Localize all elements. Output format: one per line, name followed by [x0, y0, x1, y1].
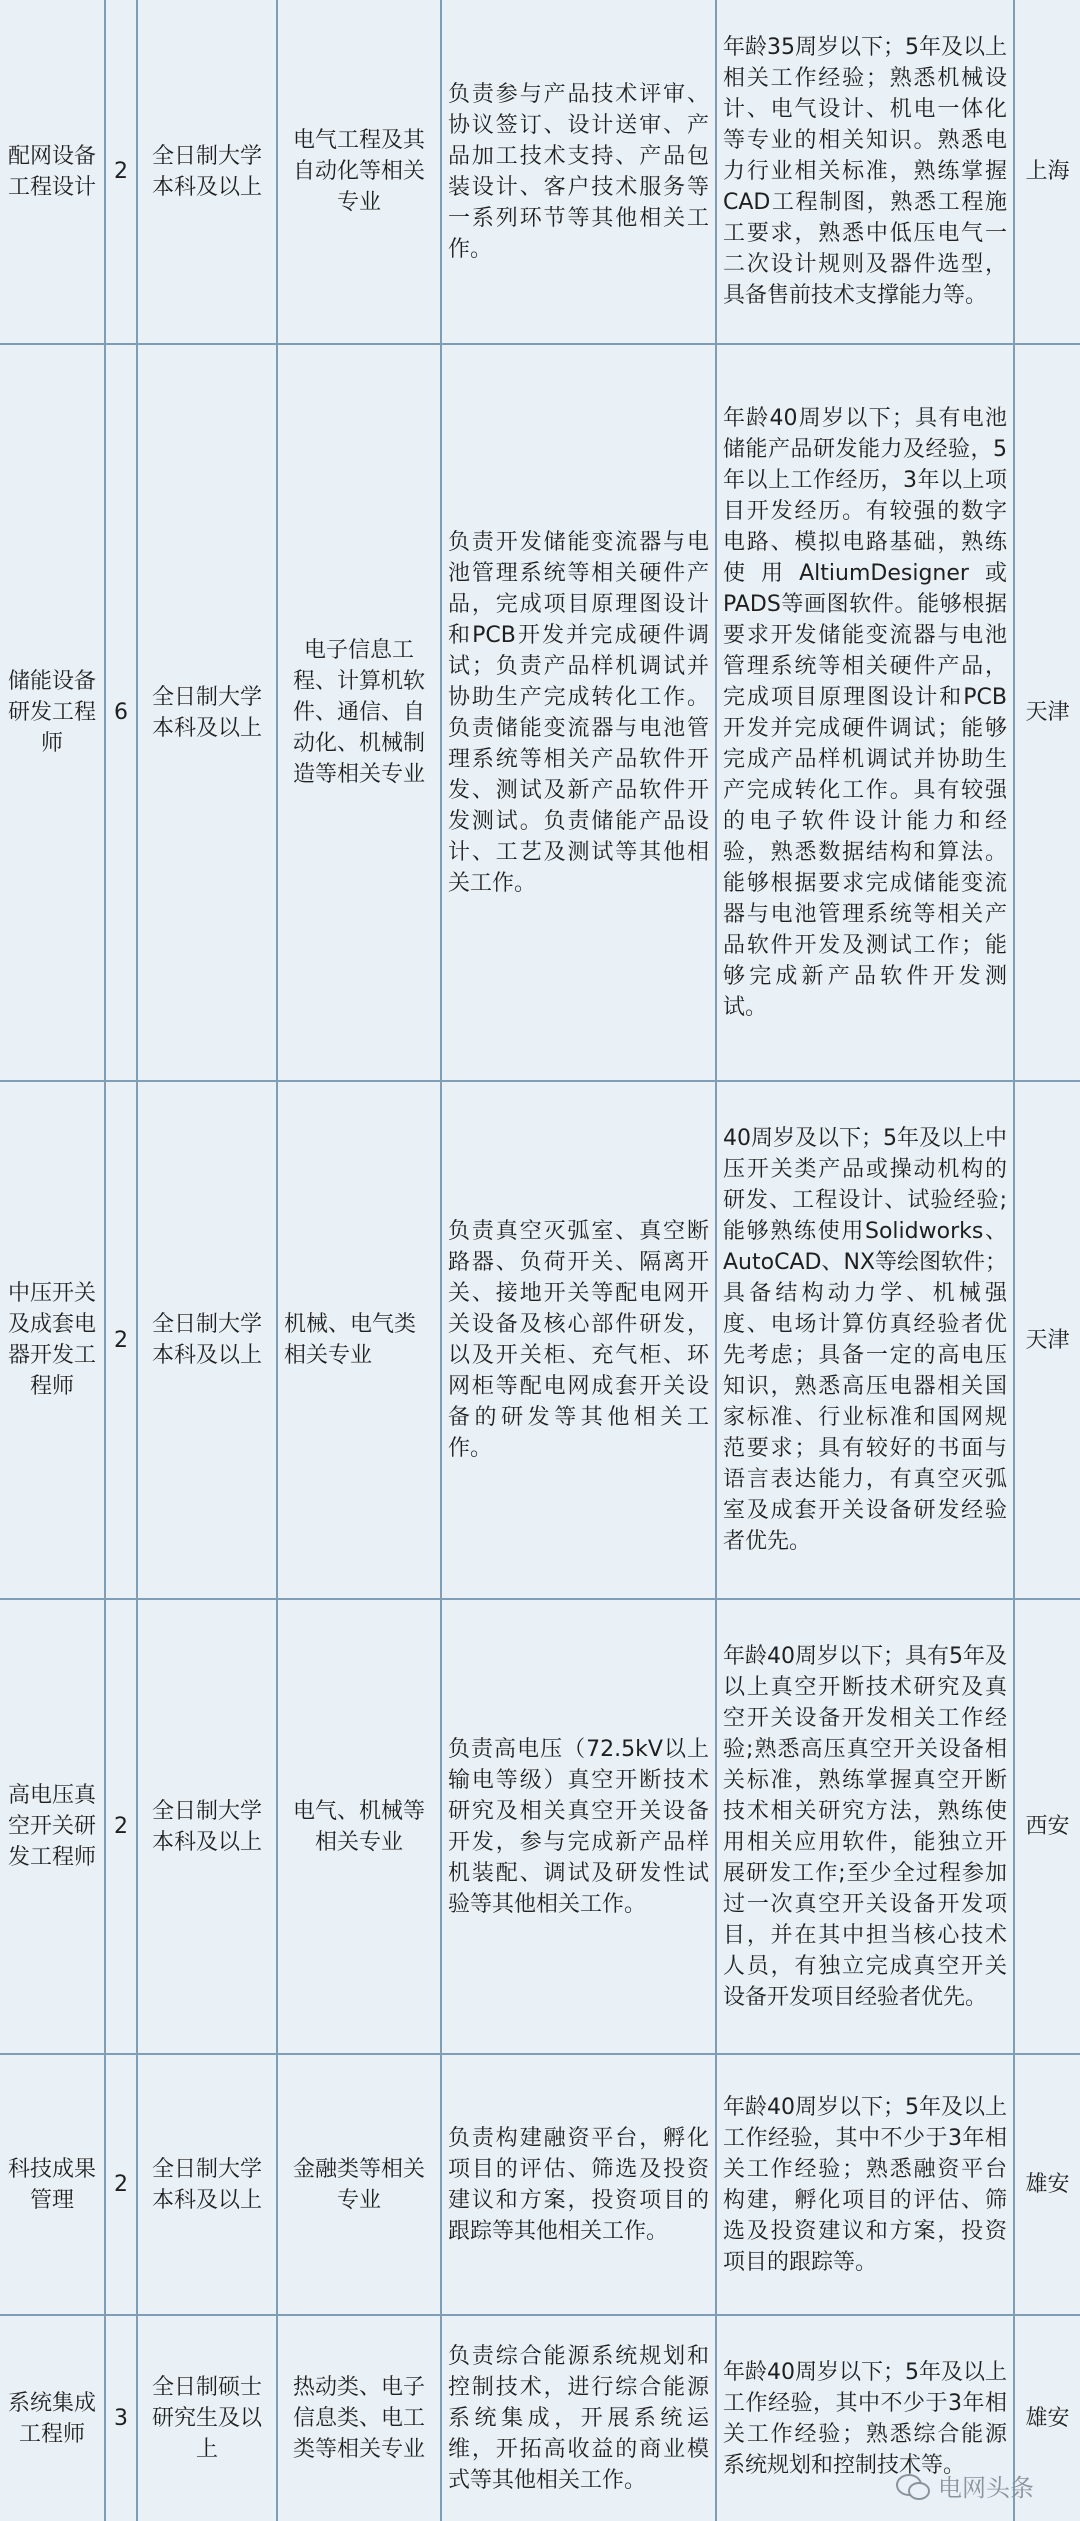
duty-cell: 负责开发储能变流器与电池管理系统等相关硬件产品，完成项目原理图设计和PCB开发并完成硬件调试；负责产品样机调试并协助生产完成转化工作。负责储能变流器与电池管理系统等相关产品软件开发、测试及新产品软件开发测试。负责储能产品设计、工艺及测试等其他相关工作。 — [440, 345, 715, 1080]
location-cell: 雄安 — [1013, 2055, 1080, 2314]
duty-cell: 负责真空灭弧室、真空断路器、负荷开关、隔离开关、接地开关等配电网开关设备及核心部件研发，以及开关柜、充气柜、环网柜等配电网成套开关设备的研发等其他相关工作。 — [440, 1082, 715, 1598]
duty-cell: 负责综合能源系统规划和控制技术，进行综合能源系统集成，开展系统运维，开拓高收益的商业模式等其他相关工作。 — [440, 2316, 715, 2521]
requirement-cell: 年龄35周岁以下；5年及以上相关工作经验；熟悉机械设计、电气设计、机电一体化等专业的相关知识。熟悉电力行业相关标准，熟练掌握CAD工程制图，熟悉工程施工要求，熟悉中低压电气一二次设计规则及器件选型，具备售前技术支撑能力等。 — [715, 0, 1013, 343]
requirement-cell: 年龄40周岁以下；具有5年及以上真空开断技术研究及真空开关设备开发相关工作经验;熟悉高压真空开关设备相关标准，熟练掌握真空开断技术相关研究方法，熟练使用相关应用软件，能独立开展研发工作;至少全过程参加过一次真空开关设备开发项目，并在其中担当核心技术人员，有独立完成真空开关设备开发项目经验者优先。 — [715, 1600, 1013, 2053]
location-cell: 天津 — [1013, 1082, 1080, 1598]
position-cell: 配网设备工程设计 — [7, 143, 96, 200]
location-cell: 上海 — [1013, 0, 1080, 343]
table-row — [0, 2055, 1080, 2316]
watermark-text: 电网头条 — [938, 2474, 1034, 2502]
requirement-cell: 年龄40周岁以下；5年及以上工作经验，其中不少于3年相关工作经验；熟悉综合能源系统规划和控制技术等。 — [715, 2316, 1013, 2521]
location-cell: 雄安 — [1013, 2316, 1080, 2521]
wechat-icon — [896, 2472, 930, 2500]
requirement-cell: 40周岁及以下；5年及以上中压开关类产品或操动机构的研发、工程设计、试验经验;能够熟练使用Solidworks、AutoCAD、NX等绘图软件；具备结构动力学、机械强度、电场计算仿真经验者优先考虑；具备一定的高电压知识，熟悉高压电器相关国家标准、行业标准和国网规范要求；具有较好的书面与语言表达能力，有真空灭弧室及成套开关设备研发经验者优先。 — [715, 1082, 1013, 1598]
position-cell: 系统集成工程师 — [7, 2390, 96, 2447]
requirement-cell: 年龄40周岁以下；具有电池储能产品研发能力及经验，5年以上工作经历，3年以上项目开发经历。有较强的数字电路、模拟电路基础，熟练使用AltiumDesigner或PADS等画图软件。能够根据要求开发储能变流器与电池管理系统等相关硬件产品，完成项目原理图设计和PCB开发并完成硬件调试；能够完成产品样机调试并协助生产完成转化工作。具有较强的电子软件设计能力和经验，熟悉数据结构和算法。能够根据要求完成储能变流器与电池管理系统等相关产品软件开发及测试工作；能够完成新产品软件开发测试。 — [715, 345, 1013, 1080]
table-row — [0, 1600, 1080, 2055]
major-cell: 电气工程及其自动化等相关专业 — [276, 0, 440, 343]
position-cell: 储能设备研发工程师 — [7, 669, 96, 756]
count-cell: 2 — [104, 1600, 136, 2053]
table-row — [0, 0, 1080, 345]
position-cell: 高电压真空开关研发工程师 — [7, 1783, 96, 1870]
requirement-cell: 年龄40周岁以下；5年及以上工作经验，其中不少于3年相关工作经验；熟悉融资平台构建，孵化项目的评估、筛选及投资建议和方案，投资项目的跟踪等。 — [715, 2055, 1013, 2314]
education-cell: 全日制大学本科及以上 — [136, 1600, 276, 2053]
watermark — [896, 2468, 1034, 2503]
count-cell: 6 — [104, 345, 136, 1080]
count-cell: 2 — [104, 1082, 136, 1598]
education-cell: 全日制大学本科及以上 — [136, 345, 276, 1080]
education-cell: 全日制大学本科及以上 — [136, 1082, 276, 1598]
duty-cell: 负责参与产品技术评审、协议签订、设计送审、产品加工技术支持、产品包装设计、客户技术服务等一系列环节等其他相关工作。 — [440, 0, 715, 343]
location-cell: 西安 — [1013, 1600, 1080, 2053]
position-cell: 科技成果管理 — [7, 2156, 96, 2213]
major-cell: 电气、机械等相关专业 — [276, 1600, 440, 2053]
table-row — [0, 1082, 1080, 1600]
major-cell: 金融类等相关专业 — [276, 2055, 440, 2314]
major-cell: 机械、电气类相关专业 — [276, 1082, 440, 1598]
position-cell: 中压开关及成套电器开发工程师 — [7, 1281, 96, 1399]
duty-cell: 负责高电压（72.5kV以上输电等级）真空开断技术研究及相关真空开关设备开发，参与完成新产品样机装配、调试及研发性试验等其他相关工作。 — [440, 1600, 715, 2053]
education-cell: 全日制硕士研究生及以上 — [136, 2316, 276, 2521]
table-row — [0, 345, 1080, 1082]
education-cell: 全日制大学本科及以上 — [136, 0, 276, 343]
count-cell: 2 — [104, 2055, 136, 2314]
count-cell: 2 — [104, 0, 136, 343]
location-cell: 天津 — [1013, 345, 1080, 1080]
duty-cell: 负责构建融资平台，孵化项目的评估、筛选及投资建议和方案，投资项目的跟踪等其他相关工作。 — [440, 2055, 715, 2314]
major-cell: 热动类、电子信息类、电工类等相关专业 — [276, 2316, 440, 2521]
count-cell: 3 — [104, 2316, 136, 2521]
education-cell: 全日制大学本科及以上 — [136, 2055, 276, 2314]
major-cell: 电子信息工程、计算机软件、通信、自动化、机械制造等相关专业 — [276, 345, 440, 1080]
